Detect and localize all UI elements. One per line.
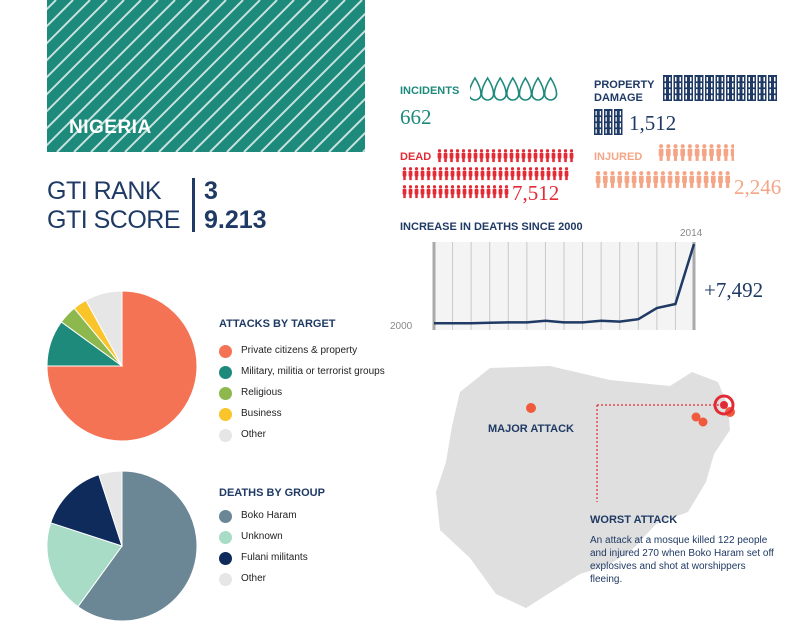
- legend-swatch: [219, 510, 232, 523]
- person-icon: [475, 185, 479, 198]
- person-icon: [716, 144, 721, 161]
- person-icon: [415, 167, 419, 180]
- attacks-by-target-title: ATTACKS BY TARGET: [219, 318, 336, 330]
- person-icon: [540, 149, 544, 162]
- person-icon: [493, 167, 497, 180]
- person-icon: [409, 185, 413, 198]
- person-icon: [702, 144, 707, 161]
- person-icon: [565, 167, 569, 180]
- person-icon: [409, 167, 413, 180]
- person-icon: [516, 149, 520, 162]
- person-icon: [646, 171, 651, 188]
- person-icon: [474, 149, 478, 162]
- person-icon: [559, 167, 563, 180]
- person-icon: [492, 149, 496, 162]
- person-icon: [439, 185, 443, 198]
- deaths-increase-value: +7,492: [704, 278, 764, 302]
- country-name: NIGERIA: [69, 117, 152, 138]
- incidents-label: INCIDENTS: [400, 85, 460, 97]
- gti-rank-value: 3: [204, 177, 218, 205]
- person-icon: [661, 171, 666, 188]
- drop-icon: [545, 78, 557, 100]
- person-icon: [505, 167, 509, 180]
- building-icon-row-bottom: [594, 107, 624, 137]
- person-icon: [403, 185, 407, 198]
- person-icon: [731, 144, 734, 161]
- injured-value: 2,246: [734, 175, 782, 199]
- person-icon: [481, 167, 485, 180]
- gti-score-value: 9.213: [204, 206, 267, 234]
- person-icon: [725, 171, 730, 188]
- person-icon: [444, 149, 448, 162]
- legend-swatch: [219, 366, 232, 379]
- person-icon: [463, 167, 467, 180]
- person-icon: [547, 167, 551, 180]
- gti-rank-label: GTI RANK: [47, 177, 162, 205]
- person-icon: [433, 185, 437, 198]
- gti-score-label: GTI SCORE: [47, 206, 181, 234]
- attacks-by-target-pie: [46, 290, 198, 442]
- person-icon: [427, 167, 431, 180]
- building-icon: [594, 109, 603, 135]
- legend-swatch: [219, 429, 232, 442]
- person-icon: [445, 167, 449, 180]
- person-icon: [510, 149, 514, 162]
- person-icon: [493, 185, 497, 198]
- person-icon: [535, 167, 539, 180]
- building-icon: [684, 75, 693, 101]
- incidents-icon-row: [470, 76, 565, 102]
- person-icon: [505, 185, 509, 198]
- attack-marker: [699, 418, 708, 427]
- deaths-chart-end-label: 2014: [680, 228, 703, 239]
- person-icon: [625, 171, 630, 188]
- person-icon: [546, 149, 550, 162]
- building-icon: [737, 75, 746, 101]
- legend-swatch: [219, 573, 232, 586]
- person-icon: [675, 171, 680, 188]
- building-icon-row-top: [663, 73, 781, 103]
- person-icon: [511, 167, 515, 180]
- person-icon: [451, 167, 455, 180]
- person-icon: [689, 171, 694, 188]
- person-icon: [695, 144, 700, 161]
- building-icon: [747, 75, 756, 101]
- person-icon: [457, 167, 461, 180]
- person-icon: [499, 185, 503, 198]
- legend-label: Unknown: [241, 531, 283, 542]
- person-icon: [529, 167, 533, 180]
- injured-person-icons: [594, 141, 734, 201]
- deaths-chart-start-label: 2000: [390, 321, 413, 332]
- major-attack-label: MAJOR ATTACK: [488, 423, 574, 435]
- building-icon: [726, 75, 735, 101]
- person-icon: [469, 185, 473, 198]
- drop-icon: [494, 78, 506, 100]
- person-icon: [541, 167, 545, 180]
- property-damage-label-1: PROPERTY: [594, 79, 655, 91]
- person-icon: [468, 149, 472, 162]
- person-icon: [517, 167, 521, 180]
- person-icon: [668, 171, 673, 188]
- deaths-line-chart: [420, 238, 705, 338]
- person-icon: [450, 149, 454, 162]
- person-icon: [553, 167, 557, 180]
- person-icon: [469, 167, 473, 180]
- person-icon: [653, 171, 658, 188]
- person-icon: [480, 149, 484, 162]
- person-icon: [445, 185, 449, 198]
- person-icon: [462, 149, 466, 162]
- building-icon: [768, 75, 777, 101]
- building-icon: [614, 109, 623, 135]
- person-icon: [522, 149, 526, 162]
- person-icon: [617, 171, 622, 188]
- person-icon: [439, 167, 443, 180]
- person-icon: [724, 144, 729, 161]
- legend-swatch: [219, 408, 232, 421]
- deaths-chart-title: INCREASE IN DEATHS SINCE 2000: [400, 221, 583, 233]
- person-icon: [570, 149, 574, 162]
- person-icon: [504, 149, 508, 162]
- incidents-value: 662: [400, 105, 432, 129]
- person-icon: [704, 171, 709, 188]
- building-icon: [604, 109, 613, 135]
- legend-label: Religious: [241, 387, 283, 398]
- person-icon: [632, 171, 637, 188]
- legend-swatch: [219, 345, 232, 358]
- dead-label: DEAD: [400, 151, 432, 163]
- person-icon: [481, 185, 485, 198]
- person-icon: [475, 167, 479, 180]
- person-icon: [596, 171, 601, 188]
- person-icon: [487, 167, 491, 180]
- gti-divider: [192, 178, 195, 232]
- building-icon: [705, 75, 714, 101]
- person-icon: [421, 185, 425, 198]
- person-icon: [486, 149, 490, 162]
- legend-swatch: [219, 552, 232, 565]
- person-icon: [718, 171, 723, 188]
- person-icon: [499, 167, 503, 180]
- person-icon: [438, 149, 442, 162]
- deaths-by-group-pie: [46, 470, 198, 622]
- building-icon: [695, 75, 704, 101]
- person-icon: [487, 185, 491, 198]
- person-icon: [688, 144, 693, 161]
- person-icon: [697, 171, 702, 188]
- person-icon: [603, 171, 608, 188]
- legend-label: Boko Haram: [241, 510, 297, 521]
- drop-icon: [482, 78, 494, 100]
- legend-swatch: [219, 387, 232, 400]
- person-icon: [639, 171, 644, 188]
- property-damage-value: 1,512: [629, 111, 677, 135]
- person-icon: [403, 167, 407, 180]
- building-icon: [758, 75, 767, 101]
- country-tile: [47, 0, 365, 152]
- person-icon: [457, 185, 461, 198]
- legend-label: Military, militia or terrorist groups: [241, 366, 385, 377]
- person-icon: [528, 149, 532, 162]
- person-icon: [534, 149, 538, 162]
- property-damage-label-2: DAMAGE: [594, 92, 643, 104]
- person-icon: [666, 144, 671, 161]
- person-icon: [558, 149, 562, 162]
- drop-icon: [507, 78, 519, 100]
- person-icon: [709, 144, 714, 161]
- person-icon: [659, 144, 664, 161]
- person-icon: [610, 171, 615, 188]
- drop-icon: [470, 78, 481, 100]
- legend-label: Business: [241, 408, 282, 419]
- person-icon: [680, 144, 685, 161]
- legend-label: Other: [241, 573, 267, 584]
- person-icon: [456, 149, 460, 162]
- drop-icon: [532, 78, 544, 100]
- drop-icon: [519, 78, 531, 100]
- legend-label: Other: [241, 429, 267, 440]
- worst-attack-marker: [720, 401, 728, 409]
- person-icon: [673, 144, 678, 161]
- injured-label: INJURED: [594, 151, 643, 163]
- person-icon: [427, 185, 431, 198]
- person-icon: [523, 167, 527, 180]
- legend-swatch: [219, 531, 232, 544]
- person-icon: [421, 167, 425, 180]
- legend-label: Fulani militants: [241, 552, 308, 563]
- person-icon: [451, 185, 455, 198]
- person-icon: [415, 185, 419, 198]
- person-icon: [433, 167, 437, 180]
- worst-attack-description: An attack at a mosque killed 122 people and injured 270 when Boko Haram set off explosives and shot at worshippers fleeing.: [590, 535, 774, 585]
- person-icon: [564, 149, 568, 162]
- building-icon: [716, 75, 725, 101]
- legend-label: Private citizens & property: [241, 345, 358, 356]
- deaths-by-group-title: DEATHS BY GROUP: [219, 487, 325, 499]
- person-icon: [682, 171, 687, 188]
- worst-attack-label: WORST ATTACK: [590, 514, 678, 526]
- person-icon: [498, 149, 502, 162]
- person-icon: [711, 171, 716, 188]
- building-icon: [674, 75, 683, 101]
- person-icon: [463, 185, 467, 198]
- person-icon: [552, 149, 556, 162]
- major-attack-marker: [526, 403, 536, 413]
- building-icon: [663, 75, 672, 101]
- dead-value: 7,512: [512, 181, 560, 205]
